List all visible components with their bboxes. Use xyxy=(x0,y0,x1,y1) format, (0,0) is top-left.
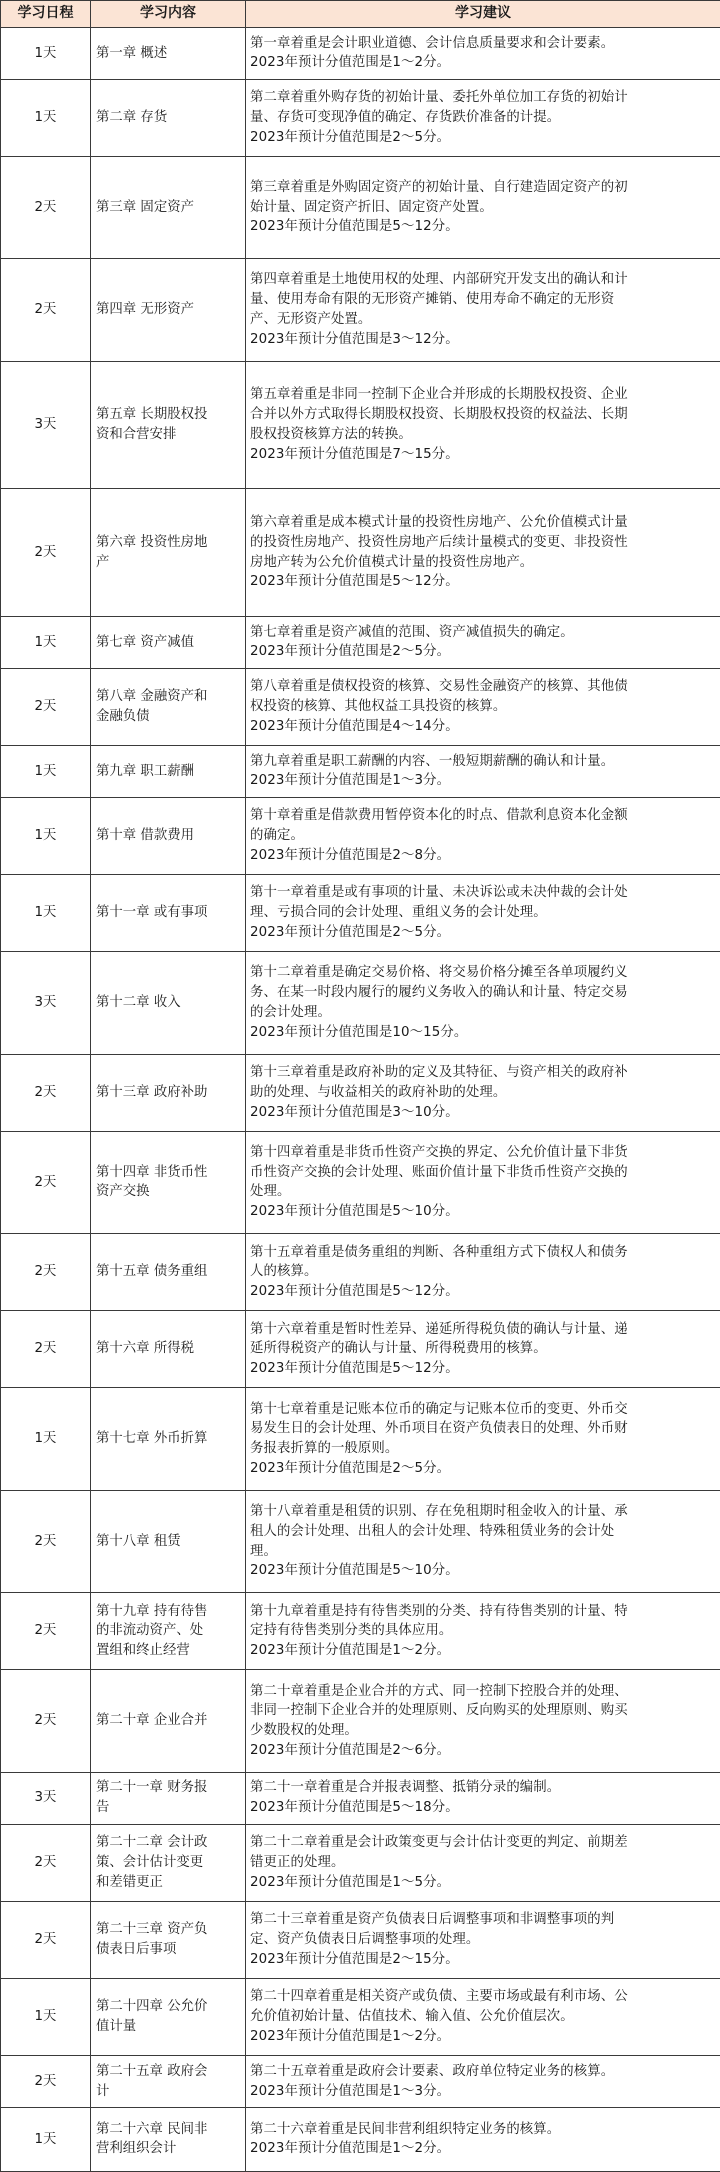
score-range: 2023年预计分值范围是2～5分。 xyxy=(250,925,451,940)
study-advice xyxy=(246,489,720,617)
advice-line: 处理。 xyxy=(250,1184,291,1200)
study-advice xyxy=(246,28,720,80)
advice-line: 非同一控制下企业合并的处理原则、反向购买的处理原则、购买 xyxy=(250,1703,628,1719)
study-advice xyxy=(246,1054,720,1131)
advice-line: 租人的会计处理、出租人的会计处理、特殊租赁业务的会计处 xyxy=(250,1523,615,1539)
chapter-name xyxy=(91,1901,246,1978)
study-days: 1天 xyxy=(1,79,91,156)
score-range: 2023年预计分值范围是2～5分。 xyxy=(250,1460,451,1476)
advice-line: 错更正的处理。 xyxy=(250,1854,345,1870)
score-range: 2023年预计分值范围是1～3分。 xyxy=(250,2083,451,2099)
chapter-line: 第五章 长期股权投 xyxy=(96,407,208,423)
study-days: 2天 xyxy=(1,259,91,361)
score-range: 2023年预计分值范围是1～2分。 xyxy=(250,2028,451,2044)
chapter-line: 资产交换 xyxy=(96,1184,150,1200)
chapter-line: 第十三章 政府补助 xyxy=(96,1084,208,1100)
study-days: 2天 xyxy=(1,489,91,617)
table-row xyxy=(1,1234,720,1311)
advice-line: 第十六章着重是暂时性差异、递延所得税负债的确认与计量、递 xyxy=(250,1321,628,1337)
score-range: 2023年预计分值范围是2～5分。 xyxy=(250,129,451,145)
chapter-line: 第一章 概述 xyxy=(96,45,168,61)
score-range: 2023年预计分值范围是4～14分。 xyxy=(250,718,459,734)
advice-line: 第五章着重是非同一控制下企业合并形成的长期股权投资、企业 xyxy=(250,387,628,403)
study-advice xyxy=(246,1388,720,1490)
study-advice xyxy=(246,1978,720,2055)
table-row xyxy=(1,952,720,1054)
advice-line: 第二十六章着重是民间非营利组织特定业务的核算。 xyxy=(250,2121,561,2137)
study-days: 1天 xyxy=(1,2107,91,2171)
study-advice xyxy=(246,1901,720,1978)
study-advice xyxy=(246,361,720,489)
study-advice xyxy=(246,1593,720,1670)
table-row xyxy=(1,259,720,361)
chapter-line: 置组和终止经营 xyxy=(96,1643,190,1659)
study-advice xyxy=(246,1772,720,1824)
study-days: 2天 xyxy=(1,1234,91,1311)
chapter-line: 第七章 资产减值 xyxy=(96,634,194,650)
chapter-name xyxy=(91,28,246,80)
advice-line: 允价值初始计量、估值技术、输入值、公允价值层次。 xyxy=(250,2009,574,2025)
advice-line: 第十五章着重是债务重组的判断、各种重组方式下债权人和债务 xyxy=(250,1244,628,1260)
score-range: 2023年预计分值范围是2～6分。 xyxy=(250,1742,451,1758)
advice-line: 第十四章着重是非货币性资产交换的界定、公允价值计量下非货 xyxy=(250,1144,628,1160)
score-range: 2023年预计分值范围是3～10分。 xyxy=(250,1104,459,1120)
chapter-name xyxy=(91,1670,246,1772)
chapter-line: 第四章 无形资产 xyxy=(96,301,194,317)
advice-line: 产、无形资产处置。 xyxy=(250,311,372,327)
score-range: 2023年预计分值范围是1～3分。 xyxy=(250,773,451,789)
chapter-line: 的非流动资产、处 xyxy=(96,1623,204,1639)
table-row xyxy=(1,1772,720,1824)
score-range: 2023年预计分值范围是2～15分。 xyxy=(250,1951,459,1967)
advice-line: 易发生日的会计处理、外币项目在资产负债表日的处理、外币财 xyxy=(250,1421,628,1437)
advice-line: 房地产转为公允价值模式计量的投资性房地产。 xyxy=(250,554,534,570)
chapter-line: 第二十章 企业合并 xyxy=(96,1713,208,1729)
chapter-name xyxy=(91,1054,246,1131)
advice-line: 理、亏损合同的会计处理、重组义务的会计处理。 xyxy=(250,905,547,921)
study-days: 2天 xyxy=(1,1054,91,1131)
score-range: 2023年预计分值范围是1～5分。 xyxy=(250,1874,451,1890)
study-advice xyxy=(246,952,720,1054)
advice-line: 第九章着重是职工薪酬的内容、一般短期薪酬的确认和计量。 xyxy=(250,753,615,769)
chapter-name xyxy=(91,1978,246,2055)
chapter-name xyxy=(91,952,246,1054)
score-range: 2023年预计分值范围是1～2分。 xyxy=(250,1643,451,1659)
study-days: 1天 xyxy=(1,1978,91,2055)
chapter-line: 策、会计估计变更 xyxy=(96,1854,204,1870)
study-days: 2天 xyxy=(1,2056,91,2108)
table-row xyxy=(1,1054,720,1131)
advice-line: 第十八章着重是租赁的识别、存在免租期时租金收入的计量、承 xyxy=(250,1503,628,1519)
score-range: 2023年预计分值范围是5～12分。 xyxy=(250,574,459,590)
table-row xyxy=(1,617,720,669)
study-days: 1天 xyxy=(1,1388,91,1490)
chapter-name xyxy=(91,1311,246,1388)
table-row xyxy=(1,1901,720,1978)
score-range: 2023年预计分值范围是5～12分。 xyxy=(250,219,459,235)
table-row xyxy=(1,361,720,489)
chapter-line: 第二十二章 会计政 xyxy=(96,1835,208,1851)
advice-line: 第二十四章着重是相关资产或负债、主要市场或最有利市场、公 xyxy=(250,1989,628,2005)
chapter-line: 第九章 职工薪酬 xyxy=(96,763,194,779)
study-days: 1天 xyxy=(1,797,91,874)
score-range: 2023年预计分值范围是5～12分。 xyxy=(250,1284,459,1300)
study-advice xyxy=(246,1490,720,1592)
chapter-line: 第十八章 租赁 xyxy=(96,1533,181,1549)
study-advice xyxy=(246,746,720,798)
advice-line: 第十二章着重是确定交易价格、将交易价格分摊至各单项履约义 xyxy=(250,965,628,981)
chapter-line: 第十六章 所得税 xyxy=(96,1341,194,1357)
chapter-name xyxy=(91,1388,246,1490)
study-days: 2天 xyxy=(1,1670,91,1772)
chapter-name xyxy=(91,1490,246,1592)
table-row xyxy=(1,746,720,798)
table-row xyxy=(1,668,720,745)
chapter-line: 第三章 固定资产 xyxy=(96,199,194,215)
score-range: 2023年预计分值范围是1～2分。 xyxy=(250,55,451,71)
advice-line: 第十三章着重是政府补助的定义及其特征、与资产相关的政府补 xyxy=(250,1064,628,1080)
study-advice xyxy=(246,617,720,669)
study-days: 2天 xyxy=(1,1311,91,1388)
study-advice xyxy=(246,2056,720,2108)
advice-line: 的确定。 xyxy=(250,828,304,844)
advice-line: 第十九章着重是持有待售类别的分类、持有待售类别的计量、特 xyxy=(250,1603,628,1619)
chapter-name xyxy=(91,156,246,258)
table-row xyxy=(1,797,720,874)
chapter-line: 金融负债 xyxy=(96,708,150,724)
chapter-name xyxy=(91,259,246,361)
chapter-line: 产 xyxy=(96,554,110,570)
advice-line: 定、资产负债表日后调整事项的处理。 xyxy=(250,1932,480,1947)
advice-line: 第十章着重是借款费用暂停资本化的时点、借款利息资本化金额 xyxy=(250,808,628,824)
score-range: 2023年预计分值范围是5～10分。 xyxy=(250,1563,459,1579)
advice-line: 的投资性房地产、投资性房地产后续计量模式的变更、非投资性 xyxy=(250,534,628,550)
table-row xyxy=(1,156,720,258)
score-range: 2023年预计分值范围是3～12分。 xyxy=(250,331,459,347)
chapter-line: 第十九章 持有待售 xyxy=(96,1603,208,1619)
table-row xyxy=(1,1131,720,1233)
score-range: 2023年预计分值范围是7～15分。 xyxy=(250,446,459,462)
study-advice xyxy=(246,1670,720,1772)
chapter-line: 第二十六章 民间非 xyxy=(96,2121,208,2137)
chapter-name xyxy=(91,2107,246,2171)
study-advice xyxy=(246,1824,720,1901)
chapter-line: 第十二章 收入 xyxy=(96,994,181,1010)
chapter-name xyxy=(91,746,246,798)
advice-line: 第十一章着重是或有事项的计量、未决诉讼或未决仲裁的会计处 xyxy=(250,885,628,901)
score-range: 2023年预计分值范围是1～2分。 xyxy=(250,2141,451,2157)
study-days: 2天 xyxy=(1,1131,91,1233)
chapter-name xyxy=(91,875,246,952)
advice-line: 第十七章着重是记账本位币的确定与记账本位币的变更、外币交 xyxy=(250,1401,628,1417)
advice-line: 定持有待售类别分类的具体应用。 xyxy=(250,1623,453,1639)
chapter-line: 第二十三章 资产负 xyxy=(96,1922,208,1938)
chapter-name xyxy=(91,797,246,874)
study-days: 3天 xyxy=(1,952,91,1054)
chapter-name xyxy=(91,1234,246,1311)
chapter-line: 资和合营安排 xyxy=(96,426,177,442)
score-range: 2023年预计分值范围是2～8分。 xyxy=(250,847,451,863)
chapter-line: 营利组织会计 xyxy=(96,2141,177,2157)
advice-line: 助的处理、与收益相关的政府补助的处理。 xyxy=(250,1084,507,1100)
chapter-line: 和差错更正 xyxy=(96,1874,163,1890)
advice-line: 量、使用寿命有限的无形资产摊销、使用寿命不确定的无形资 xyxy=(250,292,615,308)
chapter-line: 债表日后事项 xyxy=(96,1941,177,1957)
chapter-line: 第八章 金融资产和 xyxy=(96,689,208,705)
table-row xyxy=(1,1593,720,1670)
advice-line: 合并以外方式取得长期股权投资、长期股权投资的权益法、长期 xyxy=(250,407,628,423)
advice-line: 第七章着重是资产减值的范围、资产减值损失的确定。 xyxy=(250,624,574,640)
chapter-line: 第二章 存货 xyxy=(96,110,168,126)
advice-line: 量、存货可变现净值的确定、存货跌价准备的计提。 xyxy=(250,110,561,126)
advice-line: 股权投资核算方法的转换。 xyxy=(250,426,412,442)
chapter-line: 第十五章 债务重组 xyxy=(96,1264,208,1280)
chapter-name xyxy=(91,1131,246,1233)
advice-line: 第二十三章着重是资产负债表日后调整事项和非调整事项的判 xyxy=(250,1912,615,1928)
study-advice xyxy=(246,1234,720,1311)
study-advice xyxy=(246,1311,720,1388)
chapter-name xyxy=(91,489,246,617)
chapter-line: 第十四章 非货币性 xyxy=(96,1164,208,1180)
advice-line: 始计量、固定资产折旧、固定资产处置。 xyxy=(250,199,493,215)
advice-line: 第四章着重是土地使用权的处理、内部研究开发支出的确认和计 xyxy=(250,272,628,288)
chapter-name xyxy=(91,79,246,156)
chapter-line: 值计量 xyxy=(96,2019,137,2035)
study-days: 1天 xyxy=(1,875,91,952)
advice-line: 务报表折算的一般原则。 xyxy=(250,1441,399,1457)
table-row xyxy=(1,1978,720,2055)
table-row xyxy=(1,2107,720,2171)
chapter-name xyxy=(91,2056,246,2108)
advice-line: 权投资的核算、其他权益工具投资的核算。 xyxy=(250,699,507,715)
advice-line: 人的核算。 xyxy=(250,1264,318,1280)
advice-line: 理。 xyxy=(250,1543,277,1559)
advice-line: 币性资产交换的会计处理、账面价值计量下非货币性资产交换的 xyxy=(250,1164,628,1180)
score-range: 2023年预计分值范围是10～15分。 xyxy=(250,1024,468,1040)
table-row xyxy=(1,79,720,156)
table-row xyxy=(1,2056,720,2108)
study-days: 2天 xyxy=(1,1824,91,1901)
chapter-line: 第六章 投资性房地 xyxy=(96,534,208,550)
score-range: 2023年预计分值范围是2～5分。 xyxy=(250,644,451,660)
header-row xyxy=(1,1,720,28)
study-days: 1天 xyxy=(1,617,91,669)
table-row xyxy=(1,1824,720,1901)
study-days: 3天 xyxy=(1,361,91,489)
chapter-line: 第二十四章 公允价 xyxy=(96,1999,208,2015)
table-row xyxy=(1,1490,720,1592)
chapter-name xyxy=(91,361,246,489)
study-days: 1天 xyxy=(1,746,91,798)
study-advice xyxy=(246,79,720,156)
advice-line: 第二十章着重是企业合并的方式、同一控制下控股合并的处理、 xyxy=(250,1683,628,1699)
advice-line: 的会计处理。 xyxy=(250,1004,331,1020)
study-days: 3天 xyxy=(1,1772,91,1824)
chapter-line: 第二十五章 政府会 xyxy=(96,2063,208,2079)
chapter-line: 告 xyxy=(96,1800,110,1816)
table-row xyxy=(1,875,720,952)
chapter-name xyxy=(91,617,246,669)
chapter-line: 第十章 借款费用 xyxy=(96,828,194,844)
advice-line: 第二十二章着重是会计政策变更与会计估计变更的判定、前期差 xyxy=(250,1835,628,1851)
advice-line: 第二十一章着重是合并报表调整、抵销分录的编制。 xyxy=(250,1780,561,1796)
advice-line: 第二章着重外购存货的初始计量、委托外单位加工存货的初始计 xyxy=(250,90,628,106)
advice-line: 务、在某一时段内履行的履约义务收入的确认和计量、特定交易 xyxy=(250,985,628,1001)
advice-line: 第二十五章着重是政府会计要素、政府单位特定业务的核算。 xyxy=(250,2063,615,2079)
chapter-name xyxy=(91,668,246,745)
chapter-name xyxy=(91,1593,246,1670)
table-row xyxy=(1,489,720,617)
study-days: 2天 xyxy=(1,1490,91,1592)
study-advice xyxy=(246,1131,720,1233)
chapter-name xyxy=(91,1772,246,1824)
table-row xyxy=(1,28,720,80)
header-days: 学习日程 xyxy=(1,1,91,28)
advice-line: 第六章着重是成本模式计量的投资性房地产、公允价值模式计量 xyxy=(250,515,628,531)
advice-line: 第八章着重是债权投资的核算、交易性金融资产的核算、其他债 xyxy=(250,679,628,695)
study-advice xyxy=(246,875,720,952)
score-range: 2023年预计分值范围是5～10分。 xyxy=(250,1204,459,1220)
study-advice xyxy=(246,259,720,361)
study-advice xyxy=(246,668,720,745)
chapter-name xyxy=(91,1824,246,1901)
study-days: 2天 xyxy=(1,1593,91,1670)
study-days: 2天 xyxy=(1,668,91,745)
chapter-line: 第十一章 或有事项 xyxy=(96,905,208,921)
advice-line: 少数股权的处理。 xyxy=(250,1723,358,1739)
table-row xyxy=(1,1670,720,1772)
advice-line: 延所得税资产的确认与计量、所得税费用的核算。 xyxy=(250,1341,547,1357)
advice-line: 第三章着重是外购固定资产的初始计量、自行建造固定资产的初 xyxy=(250,179,628,195)
chapter-line: 第二十一章 财务报 xyxy=(96,1780,208,1796)
score-range: 2023年预计分值范围是5～12分。 xyxy=(250,1361,459,1377)
study-days: 1天 xyxy=(1,28,91,80)
header-advice: 学习建议 xyxy=(246,1,720,28)
study-days: 2天 xyxy=(1,156,91,258)
header-content: 学习内容 xyxy=(91,1,246,28)
chapter-line: 第十七章 外币折算 xyxy=(96,1431,208,1447)
study-advice xyxy=(246,156,720,258)
advice-line: 第一章着重是会计职业道德、会计信息质量要求和会计要素。 xyxy=(250,35,615,51)
study-advice xyxy=(246,2107,720,2171)
table-row xyxy=(1,1388,720,1490)
score-range: 2023年预计分值范围是5～18分。 xyxy=(250,1800,459,1816)
table-row xyxy=(1,1311,720,1388)
study-days: 2天 xyxy=(1,1901,91,1978)
chapter-line: 计 xyxy=(96,2083,110,2099)
study-advice xyxy=(246,797,720,874)
